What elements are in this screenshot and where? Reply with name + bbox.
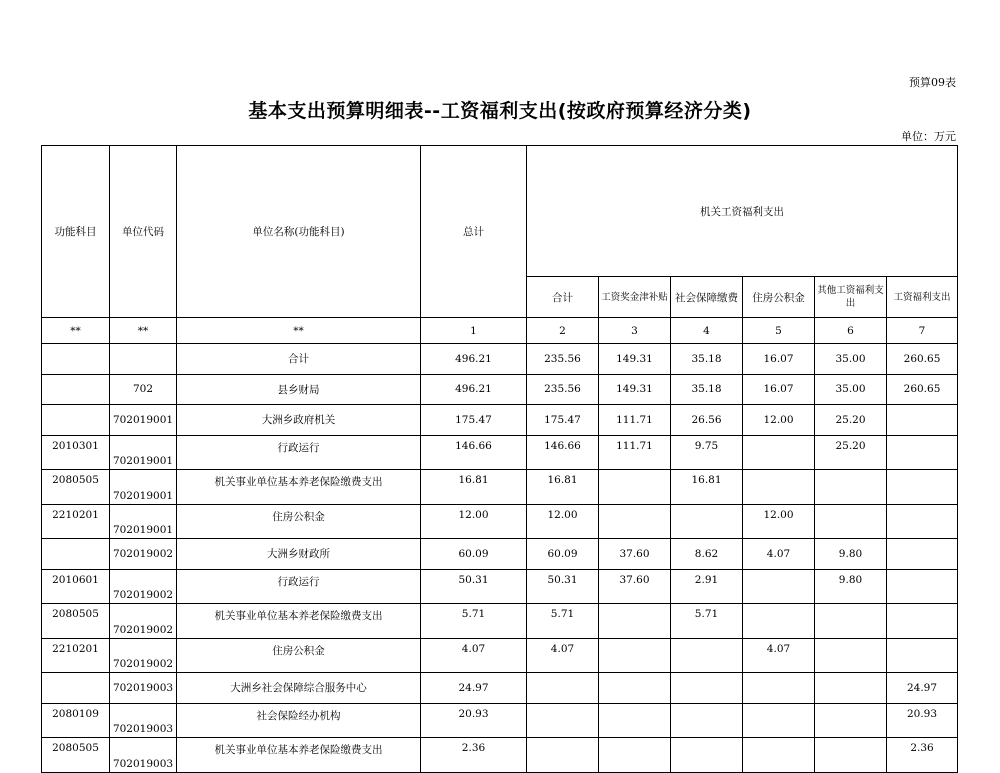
unit-name-cell: 机关事业单位基本养老保险缴费支出 xyxy=(177,738,421,773)
unit-name-cell: 住房公积金 xyxy=(177,504,421,539)
salary-cell: 37.60 xyxy=(599,539,671,570)
other-cell xyxy=(815,470,887,505)
social-cell: 16.81 xyxy=(671,470,743,505)
table-row xyxy=(42,504,958,539)
col-number: 4 xyxy=(671,318,743,344)
welfare-cell: 260.65 xyxy=(887,344,958,375)
welfare-cell: 2.36 xyxy=(887,738,958,773)
other-cell xyxy=(815,504,887,539)
total-cell: 16.81 xyxy=(421,470,527,505)
unit-code-cell: 702019003 xyxy=(110,703,177,738)
table-row xyxy=(42,435,958,470)
total-cell: 5.71 xyxy=(421,604,527,639)
total-cell: 2.36 xyxy=(421,738,527,773)
other-cell: 9.80 xyxy=(815,539,887,570)
other-cell: 25.20 xyxy=(815,405,887,436)
header-sub-social: 社会保障缴费 xyxy=(671,277,743,318)
subtotal-cell: 60.09 xyxy=(527,539,599,570)
housing-cell: 16.07 xyxy=(743,374,815,405)
table-row xyxy=(42,374,958,405)
func-code-cell xyxy=(42,673,110,704)
table-row xyxy=(42,638,958,673)
unit-name-cell: 县乡财局 xyxy=(177,374,421,405)
header-sub-other: 其他工资福利支出 xyxy=(815,277,887,318)
subtotal-cell: 235.56 xyxy=(527,344,599,375)
unit-name-cell: 社会保险经办机构 xyxy=(177,703,421,738)
func-code-cell: 2080109 xyxy=(42,703,110,738)
unit-name-cell: 住房公积金 xyxy=(177,638,421,673)
subtotal-cell xyxy=(527,738,599,773)
salary-cell: 111.71 xyxy=(599,405,671,436)
salary-cell: 149.31 xyxy=(599,374,671,405)
welfare-cell xyxy=(887,470,958,505)
unit-name-cell: 机关事业单位基本养老保险缴费支出 xyxy=(177,470,421,505)
func-code-cell: 2210201 xyxy=(42,638,110,673)
table-row xyxy=(42,569,958,604)
func-code-cell xyxy=(42,539,110,570)
unit-code-cell: 702019003 xyxy=(110,673,177,704)
housing-cell xyxy=(743,569,815,604)
total-cell: 496.21 xyxy=(421,344,527,375)
document-number: 预算09表 xyxy=(909,76,956,89)
table-row xyxy=(42,703,958,738)
salary-cell: 37.60 xyxy=(599,569,671,604)
other-cell: 25.20 xyxy=(815,435,887,470)
col-number: 3 xyxy=(599,318,671,344)
table-row xyxy=(42,405,958,436)
social-cell: 9.75 xyxy=(671,435,743,470)
subtotal-cell: 5.71 xyxy=(527,604,599,639)
subtotal-cell: 146.66 xyxy=(527,435,599,470)
other-cell: 35.00 xyxy=(815,344,887,375)
salary-cell xyxy=(599,504,671,539)
func-code-cell: 2080505 xyxy=(42,604,110,639)
other-cell xyxy=(815,703,887,738)
total-cell: 175.47 xyxy=(421,405,527,436)
func-code-cell: 2010601 xyxy=(42,569,110,604)
unit-name-cell: 大洲乡社会保障综合服务中心 xyxy=(177,673,421,704)
social-cell xyxy=(671,673,743,704)
salary-cell xyxy=(599,673,671,704)
subtotal-cell: 235.56 xyxy=(527,374,599,405)
housing-cell: 12.00 xyxy=(743,504,815,539)
salary-cell xyxy=(599,638,671,673)
col-number: 1 xyxy=(421,318,527,344)
table-row xyxy=(42,344,958,375)
salary-cell: 111.71 xyxy=(599,435,671,470)
welfare-cell xyxy=(887,569,958,604)
col-number: ** xyxy=(42,318,110,344)
housing-cell: 16.07 xyxy=(743,344,815,375)
total-cell: 24.97 xyxy=(421,673,527,704)
func-code-cell: 2010301 xyxy=(42,435,110,470)
func-code-cell: 2080505 xyxy=(42,470,110,505)
housing-cell: 4.07 xyxy=(743,539,815,570)
table-row xyxy=(42,539,958,570)
total-cell: 60.09 xyxy=(421,539,527,570)
unit-code-cell: 702019001 xyxy=(110,504,177,539)
unit-code-cell: 702019001 xyxy=(110,470,177,505)
salary-cell xyxy=(599,703,671,738)
unit-name-cell: 大洲乡政府机关 xyxy=(177,405,421,436)
subtotal-cell xyxy=(527,703,599,738)
salary-cell xyxy=(599,470,671,505)
col-number: 7 xyxy=(887,318,958,344)
func-code-cell: 2210201 xyxy=(42,504,110,539)
header-group-org: 机关工资福利支出 xyxy=(527,146,958,277)
unit-code-cell: 702 xyxy=(110,374,177,405)
total-cell: 20.93 xyxy=(421,703,527,738)
col-number: 2 xyxy=(527,318,599,344)
salary-cell: 149.31 xyxy=(599,344,671,375)
unit-name-cell: 行政运行 xyxy=(177,569,421,604)
unit-code-cell xyxy=(110,344,177,375)
social-cell xyxy=(671,703,743,738)
total-cell: 12.00 xyxy=(421,504,527,539)
header-func-code: 功能科目 xyxy=(42,146,110,318)
func-code-cell xyxy=(42,405,110,436)
social-cell: 35.18 xyxy=(671,344,743,375)
salary-cell xyxy=(599,738,671,773)
table-row xyxy=(42,470,958,505)
other-cell: 35.00 xyxy=(815,374,887,405)
housing-cell xyxy=(743,604,815,639)
unit-code-cell: 702019003 xyxy=(110,738,177,773)
header-unit-name: 单位名称(功能科目) xyxy=(177,146,421,318)
welfare-cell: 20.93 xyxy=(887,703,958,738)
unit-name-cell: 合计 xyxy=(177,344,421,375)
other-cell xyxy=(815,738,887,773)
social-cell: 8.62 xyxy=(671,539,743,570)
col-number: ** xyxy=(177,318,421,344)
table-row xyxy=(42,738,958,773)
table-row xyxy=(42,604,958,639)
header-sub-housing: 住房公积金 xyxy=(743,277,815,318)
header-sub-welfare: 工资福利支出 xyxy=(887,277,958,318)
other-cell xyxy=(815,638,887,673)
social-cell: 35.18 xyxy=(671,374,743,405)
table-row xyxy=(42,673,958,704)
total-cell: 4.07 xyxy=(421,638,527,673)
welfare-cell: 24.97 xyxy=(887,673,958,704)
header-sub-salary: 工资奖金津补贴 xyxy=(599,277,671,318)
header-sub-total: 合计 xyxy=(527,277,599,318)
welfare-cell xyxy=(887,504,958,539)
unit-code-cell: 702019002 xyxy=(110,638,177,673)
unit-code-cell: 702019001 xyxy=(110,405,177,436)
other-cell xyxy=(815,604,887,639)
social-cell: 2.91 xyxy=(671,569,743,604)
header-unit-code: 单位代码 xyxy=(110,146,177,318)
other-cell: 9.80 xyxy=(815,569,887,604)
subtotal-cell xyxy=(527,673,599,704)
welfare-cell xyxy=(887,539,958,570)
housing-cell: 12.00 xyxy=(743,405,815,436)
other-cell xyxy=(815,673,887,704)
subtotal-cell: 50.31 xyxy=(527,569,599,604)
unit-name-cell: 大洲乡财政所 xyxy=(177,539,421,570)
welfare-cell xyxy=(887,638,958,673)
subtotal-cell: 4.07 xyxy=(527,638,599,673)
welfare-cell xyxy=(887,405,958,436)
func-code-cell xyxy=(42,344,110,375)
housing-cell xyxy=(743,435,815,470)
total-cell: 146.66 xyxy=(421,435,527,470)
unit-code-cell: 702019001 xyxy=(110,435,177,470)
col-number: 5 xyxy=(743,318,815,344)
housing-cell xyxy=(743,470,815,505)
unit-code-cell: 702019002 xyxy=(110,569,177,604)
total-cell: 50.31 xyxy=(421,569,527,604)
func-code-cell: 2080505 xyxy=(42,738,110,773)
unit-name-cell: 机关事业单位基本养老保险缴费支出 xyxy=(177,604,421,639)
unit-code-cell: 702019002 xyxy=(110,539,177,570)
social-cell xyxy=(671,638,743,673)
total-cell: 496.21 xyxy=(421,374,527,405)
func-code-cell xyxy=(42,374,110,405)
col-number: 6 xyxy=(815,318,887,344)
subtotal-cell: 175.47 xyxy=(527,405,599,436)
subtotal-cell: 12.00 xyxy=(527,504,599,539)
column-number-row xyxy=(42,318,958,344)
social-cell: 26.56 xyxy=(671,405,743,436)
welfare-cell: 260.65 xyxy=(887,374,958,405)
welfare-cell xyxy=(887,435,958,470)
welfare-cell xyxy=(887,604,958,639)
social-cell: 5.71 xyxy=(671,604,743,639)
housing-cell xyxy=(743,673,815,704)
salary-cell xyxy=(599,604,671,639)
unit-label: 单位：万元 xyxy=(901,130,956,143)
page-title: 基本支出预算明细表--工资福利支出(按政府预算经济分类) xyxy=(248,100,752,122)
housing-cell xyxy=(743,703,815,738)
social-cell xyxy=(671,504,743,539)
unit-code-cell: 702019002 xyxy=(110,604,177,639)
col-number: ** xyxy=(110,318,177,344)
subtotal-cell: 16.81 xyxy=(527,470,599,505)
housing-cell xyxy=(743,738,815,773)
header-total: 总计 xyxy=(421,146,527,318)
unit-name-cell: 行政运行 xyxy=(177,435,421,470)
housing-cell: 4.07 xyxy=(743,638,815,673)
social-cell xyxy=(671,738,743,773)
budget-table xyxy=(41,145,958,773)
